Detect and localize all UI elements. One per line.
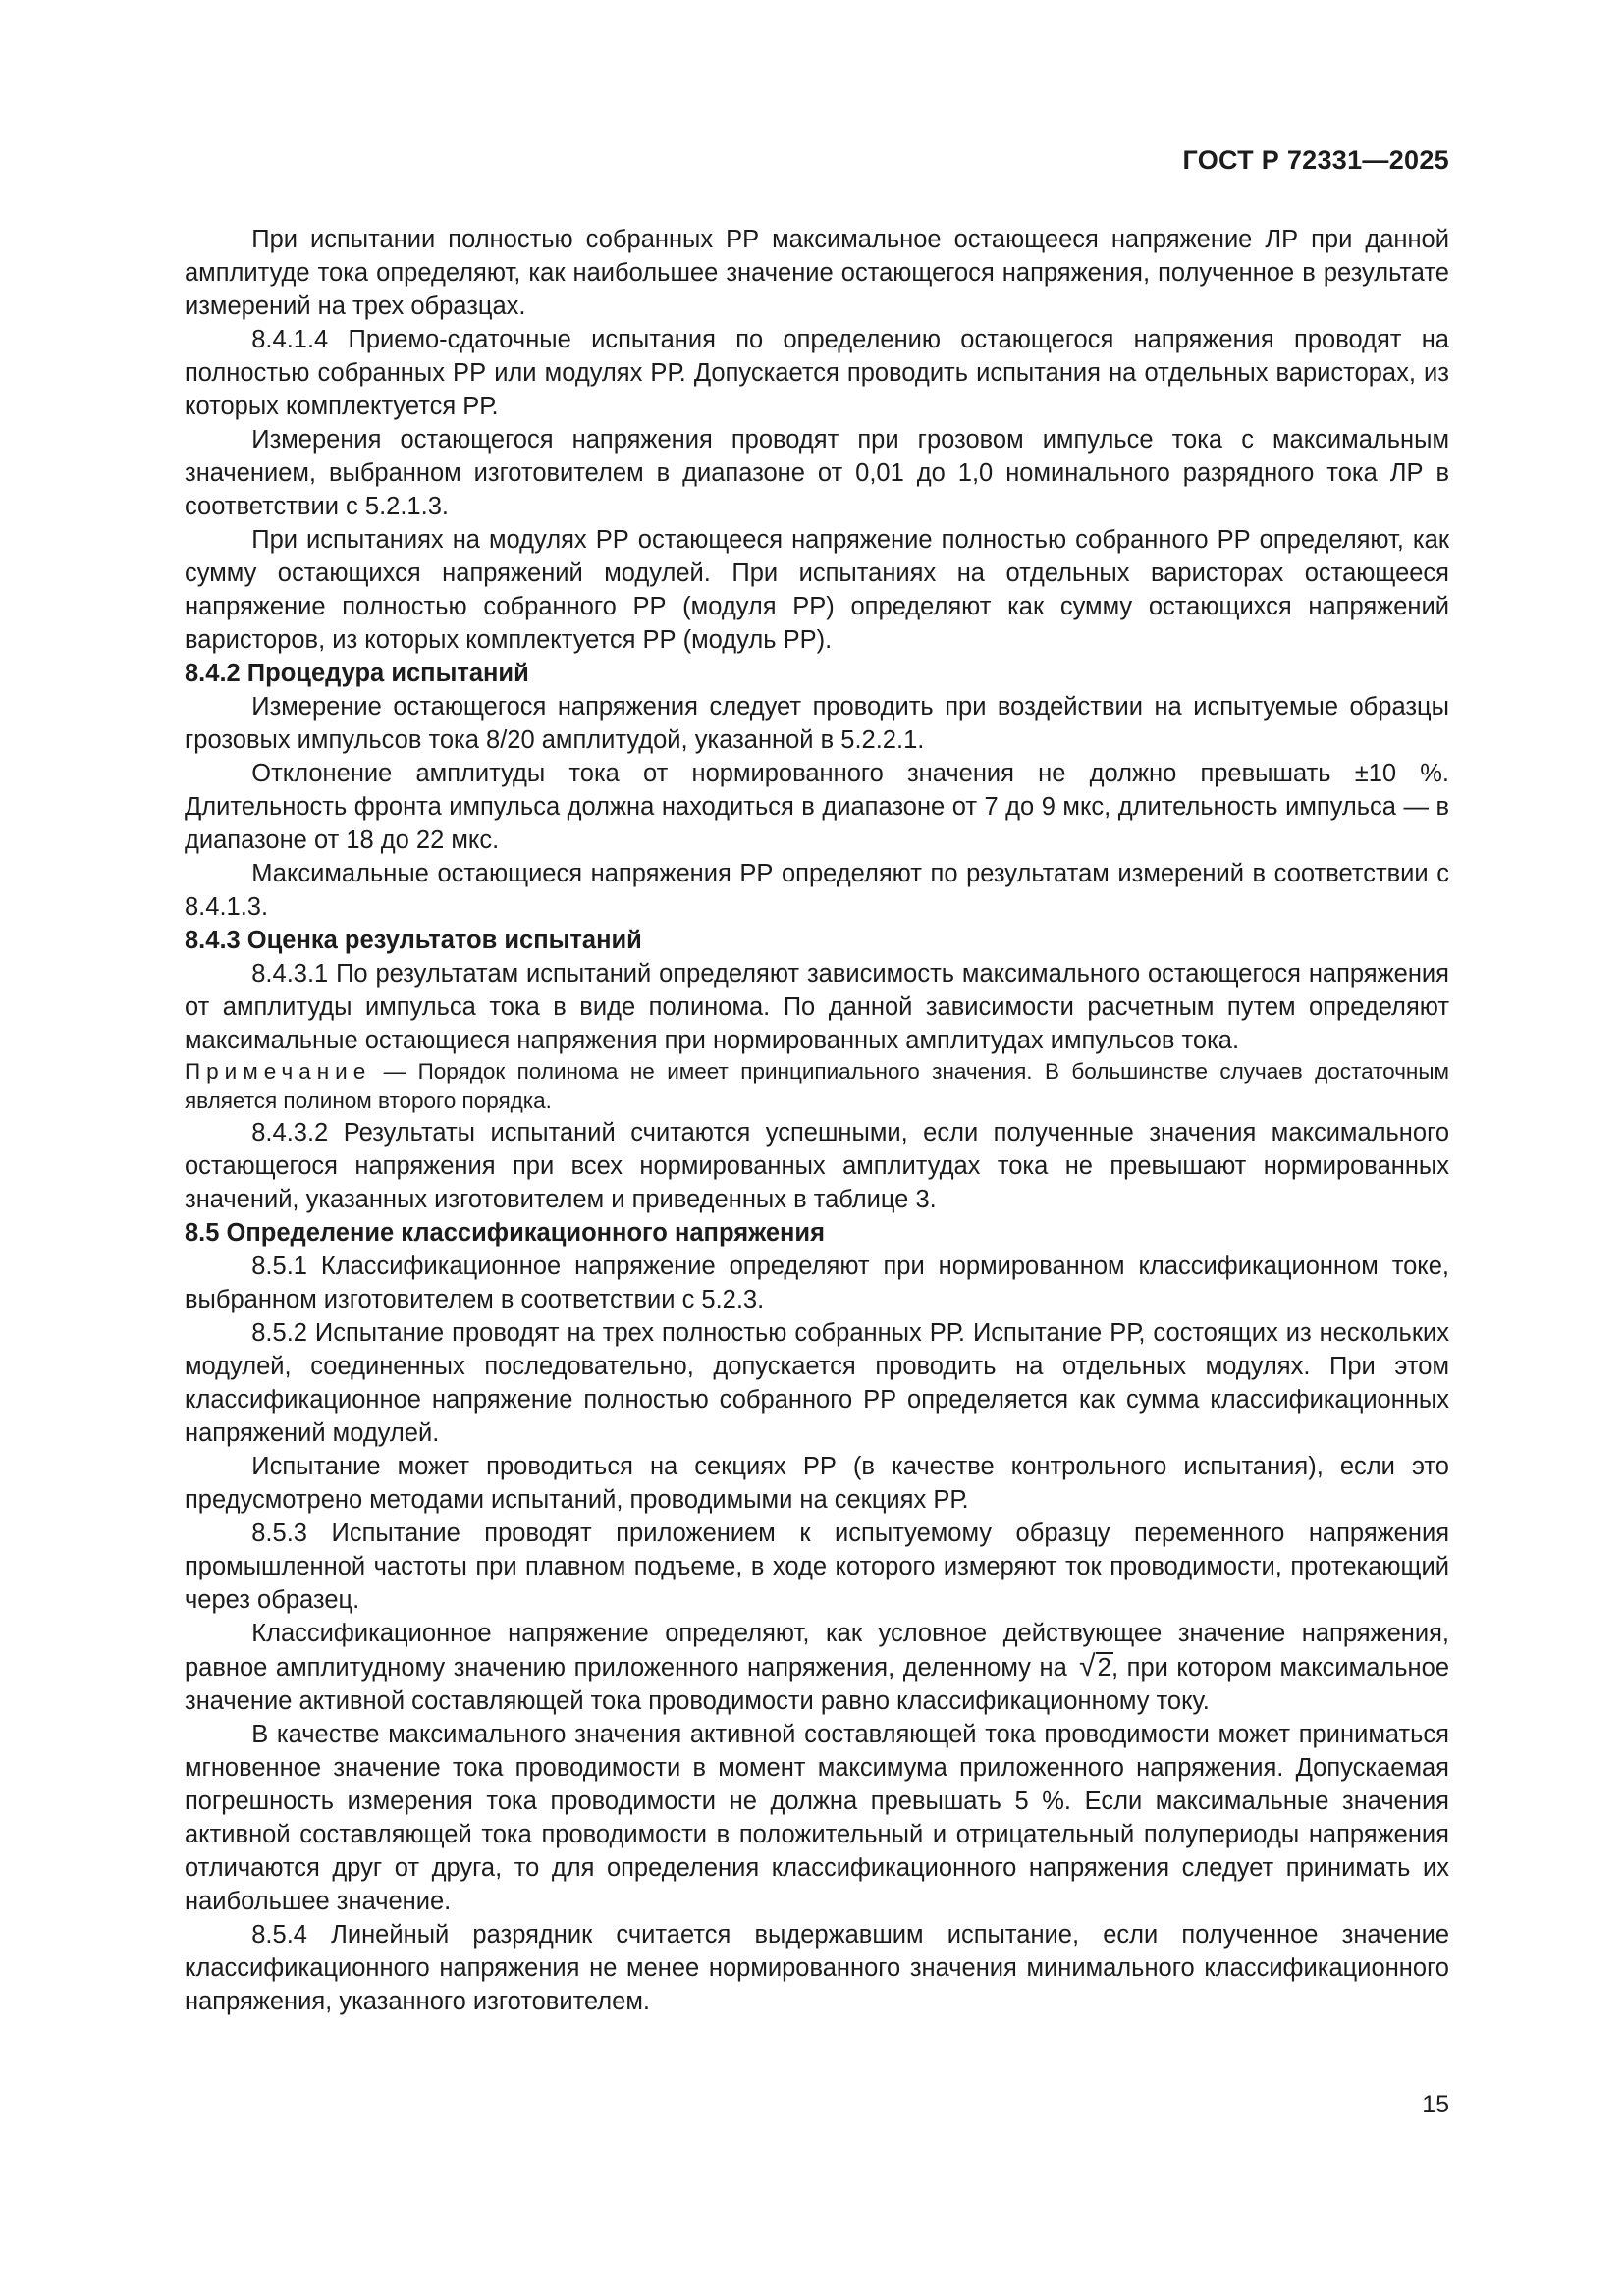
section-heading-8-4-2: 8.4.2 Процедура испытаний <box>185 660 529 687</box>
radical-sign-icon: √ <box>1079 1650 1096 1682</box>
paragraph: Измерение остающегося напряжения следует проводить при воздействии на испытуемые образцы грозовых импульсов тока 8/20 амплитудой, указанной в 5.2.2.1. <box>185 693 1449 754</box>
document-body <box>185 223 1449 2018</box>
paragraph: Испытание может проводиться на секциях РР (в качестве контрольного испытания), если это предусмотрено методами испытаний, проводимыми на секциях РР. <box>185 1453 1449 1514</box>
paragraph: 8.4.3.1 По результатам испытаний определяют зависимость максимального остающегося напряжения от амплитуды импульса тока в виде полинома. По данной зависимости расчетным путем определяют максимальные остающиеся напряжения при нормированных амплитудах импульсов тока. <box>185 960 1449 1054</box>
page-number: 15 <box>1422 2091 1449 2118</box>
paragraph: 8.5.4 Линейный разрядник считается выдержавшим испытание, если полученное значение классификационного напряжения не менее нормированного значения минимального классификационного напряжения, указанного изготовителем. <box>185 1921 1449 2015</box>
paragraph-with-sqrt <box>185 1617 1449 1718</box>
note-text: — Порядок полинома не имеет принципиального значения. В большинстве случаев достаточным является полином второго порядка. <box>185 1059 1449 1113</box>
standard-header: ГОСТ Р 72331—2025 <box>1182 145 1449 175</box>
text-run: , при котором максимальное значение активной составляющей тока проводимости равно классификационному току. <box>185 1654 1449 1715</box>
paragraph: 8.5.2 Испытание проводят на трех полностью собранных РР. Испытание РР, состоящих из нескольких модулей, соединенных последовательно, допускается проводить на отдельных модулях. При этом классификационное напряжение полностью собранного РР определяется как сумма классификационных напряжений модулей. <box>185 1319 1449 1447</box>
paragraph: Максимальные остающиеся напряжения РР определяют по результатам измерений в соответствии с 8.4.1.3. <box>185 860 1449 921</box>
paragraph: Измерения остающегося напряжения проводят при грозовом импульсе тока с максимальным значением, выбранном изготовителем в диапазоне от 0,01 до 1,0 номинального разрядного тока ЛР в соответствии с 5.2.1.3. <box>185 426 1449 520</box>
square-root-symbol <box>1075 1650 1111 1684</box>
note-label: Примечание <box>185 1059 372 1084</box>
paragraph: При испытаниях на модулях РР остающееся напряжение полностью собранного РР определяют, как сумму остающихся напряжений модулей. При испытаниях на отдельных варисторах остающееся напряжение полностью собранного РР (модуля РР) определяют как сумму остающихся напряжений варисторов, из которых комплектуется РР (модуль РР). <box>185 526 1449 654</box>
text-run: Классификационное напряжение определяют, как условное действующее значение напряжения, равное амплитудному значению приложенного напряжения, деленному на <box>185 1620 1449 1682</box>
section-heading-8-4-3: 8.4.3 Оценка результатов испытаний <box>185 927 642 954</box>
paragraph: 8.4.3.2 Результаты испытаний считаются успешными, если полученные значения максимального остающегося напряжения при всех нормированных амплитудах тока не превышают нормированных значений, указанных изготовителем и приведенных в таблице 3. <box>185 1119 1449 1213</box>
radicand: 2 <box>1097 1654 1111 1682</box>
note <box>185 1057 1449 1116</box>
paragraph: 8.4.1.4 Приемо-сдаточные испытания по определению остающегося напряжения проводят на полностью собранных РР или модулях РР. Допускается проводить испытания на отдельных варисторах, из которых комплектуется РР. <box>185 326 1449 420</box>
section-heading-8-5: 8.5 Определение классификационного напряжения <box>185 1219 825 1247</box>
paragraph: В качестве максимального значения активной составляющей тока проводимости может приниматься мгновенное значение тока проводимости в момент максимума приложенного напряжения. Допускаемая погрешность измерения тока проводимости не должна превышать 5 %. Если максимальные значения активной составляющей тока проводимости в положительный и отрицательный полупериоды напряжения отличаются друг от друга, то для определения классификационного напряжения следует принимать их наибольшее значение. <box>185 1721 1449 1915</box>
paragraph: 8.5.3 Испытание проводят приложением к испытуемому образцу переменного напряжения промышленной частоты при плавном подъеме, в ходе которого измеряют ток проводимости, протекающий через образец. <box>185 1520 1449 1614</box>
paragraph: 8.5.1 Классификационное напряжение определяют при нормированном классификационном токе, выбранном изготовителем в соответствии с 5.2.3. <box>185 1253 1449 1313</box>
paragraph: Отклонение амплитуды тока от нормированного значения не должно превышать ±10 %. Длительность фронта импульса должна находиться в диапазоне от 7 до 9 мкс, длительность импульса — в диапазоне от 18 до 22 мкс. <box>185 760 1449 854</box>
paragraph: При испытании полностью собранных РР максимальное остающееся напряжение ЛР при данной амплитуде тока определяют, как наибольшее значение остающегося напряжения, полученное в результате измерений на трех образцах. <box>185 226 1449 320</box>
